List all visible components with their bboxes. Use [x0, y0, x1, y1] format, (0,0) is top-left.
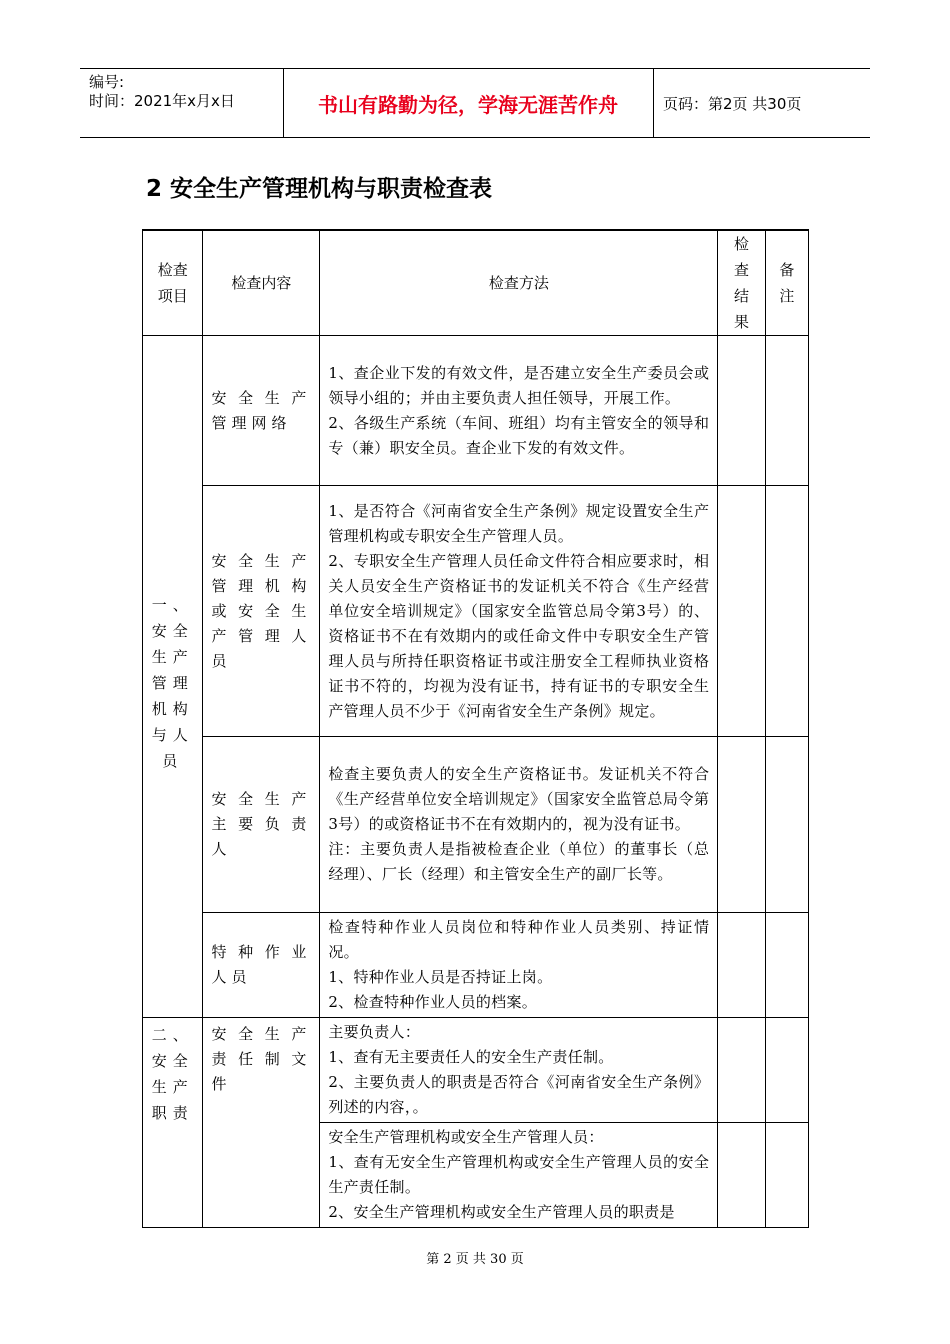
result-cell[interactable]: [718, 1018, 765, 1123]
method-cell: 安全生产管理机构或安全生产管理人员： 1、查有无安全生产管理机构或安全生产管理人员的安全生产责任制。 2、安全生产管理机构或安全生产管理人员的职责是: [320, 1123, 718, 1228]
motto: 书山有路勤为径，学海无涯苦作舟: [318, 92, 618, 117]
content-cell: 安全生产主要负责人: [203, 737, 320, 913]
header-content: 检查内容: [203, 230, 320, 336]
method-cell: 1、是否符合《河南省安全生产条例》规定设置安全生产管理机构或专职安全生产管理人员。 2、专职安全生产管理人员任命文件符合相应要求时，相关人员安全生产资格证书的发证机关不符合《生产经营单位安全培训规定》（国家安全监管总局令第3号）的、资格证书不在有效期内的或任命文件中专职安全生产管理人员与所持任职资格证书或注册安全工程师执业资格证书不符的，均视为没有证书，持有证书的专职安全生产管理人员不少于《河南省安全生产条例》规定。: [320, 486, 718, 737]
method-cell: 检查主要负责人的安全生产资格证书。发证机关不符合《生产经营单位安全培训规定》（国家安全监管总局令第3号）的或资格证书不在有效期内的，视为没有证书。 注：主要负责人是指被检查企业（单位）的董事长（总经理）、厂长（经理）和主管安全生产的副厂长等。: [320, 737, 718, 913]
group-item-cell: [143, 1018, 203, 1228]
note-cell[interactable]: [765, 1018, 808, 1123]
time-label: 时间：2021年x月x日: [89, 92, 235, 110]
table-row: [143, 737, 809, 913]
result-cell[interactable]: [718, 737, 765, 913]
result-cell[interactable]: [718, 336, 765, 486]
note-cell[interactable]: [765, 737, 808, 913]
table-row: [143, 913, 809, 1018]
page-footer: 第 2 页 共 30 页: [426, 1252, 524, 1267]
content-cell: 安全生产责任制文件: [203, 1018, 320, 1228]
note-cell[interactable]: [765, 336, 808, 486]
table-row: [143, 486, 809, 737]
header-result: 检查结果: [718, 230, 765, 336]
result-cell[interactable]: [718, 1123, 765, 1228]
table-row: [143, 336, 809, 486]
number-label: 编号:: [89, 73, 125, 91]
document-title: 2 安全生产管理机构与职责检查表: [146, 176, 493, 202]
result-cell[interactable]: [718, 913, 765, 1018]
note-cell[interactable]: [765, 486, 808, 737]
note-cell[interactable]: [765, 913, 808, 1018]
note-cell[interactable]: [765, 1123, 808, 1228]
header-note: 备注: [765, 230, 808, 336]
group-item-label: 二、安全生产职责: [151, 1026, 194, 1122]
method-cell: 检查特种作业人员岗位和特种作业人员类别、持证情况。 1、特种作业人员是否持证上岗。 2、检查特种作业人员的档案。: [320, 913, 718, 1018]
header-method: 检查方法: [320, 230, 718, 336]
content-cell: 特种作业人员: [203, 913, 320, 1018]
group-item-cell: [143, 336, 203, 1018]
header-meta: [89, 73, 235, 111]
group-item-label: 一、安全生产管理机构与人员: [151, 596, 194, 770]
content-cell: 安全生产管理网络: [203, 336, 320, 486]
method-cell: 1、查企业下发的有效文件，是否建立安全生产委员会或领导小组的；并由主要负责人担任领导，开展工作。 2、各级生产系统（车间、班组）均有主管安全的领导和专（兼）职安全员。查企业下发的有效文件。: [320, 336, 718, 486]
content-cell: 安全生产管理机构或安全生产管理人员: [203, 486, 320, 737]
result-cell[interactable]: [718, 486, 765, 737]
table-row: [143, 1018, 809, 1123]
header-item: 检查项目: [143, 230, 203, 336]
table-header-row: [143, 230, 809, 336]
page-info: 页码：第2页 共30页: [663, 94, 802, 113]
method-cell: 主要负责人： 1、查有无主要责任人的安全生产责任制。 2、主要负责人的职责是否符合《河南省安全生产条例》列述的内容，。: [320, 1018, 718, 1123]
header-divider: [653, 69, 654, 137]
page-header: [80, 68, 870, 138]
inspection-table: [142, 229, 809, 1228]
